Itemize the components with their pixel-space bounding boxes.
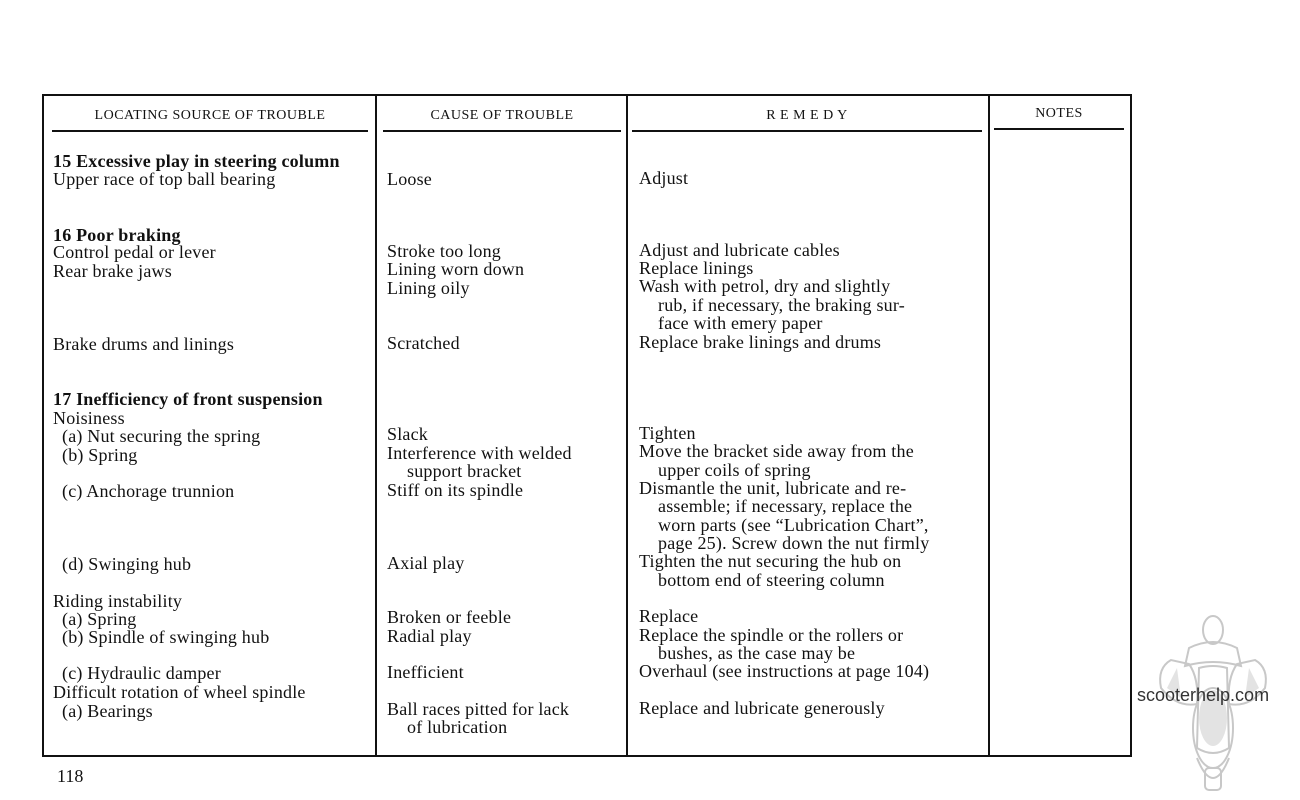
remedy-cell: Replace and lubricate generously — [639, 698, 885, 718]
remedy-cell: face with emery paper — [658, 313, 823, 333]
cause-cell: support bracket — [407, 461, 522, 481]
cause-cell: Slack — [387, 424, 428, 444]
cause-cell: Stiff on its spindle — [387, 480, 524, 500]
cause-cell: Interference with welded — [387, 443, 572, 463]
cause-cell: Lining worn down — [387, 259, 525, 279]
cause-cell: Ball races pitted for lack — [387, 699, 570, 719]
locating-cell: (b) Spindle of swinging hub — [62, 627, 270, 647]
locating-cell: Brake drums and linings — [53, 334, 235, 354]
watermark-text: scooterhelp.com — [1137, 685, 1270, 705]
cause-cell: Inefficient — [387, 662, 464, 682]
remedy-cell: bushes, as the case may be — [658, 643, 856, 663]
remedy-cell: Tighten — [639, 423, 696, 443]
cause-cell: Lining oily — [387, 278, 470, 298]
locating-cell: (b) Spring — [62, 445, 138, 465]
remedy-cell: rub, if necessary, the braking sur- — [658, 295, 905, 315]
remedy-cell: Replace — [639, 606, 699, 626]
cause-cell: Scratched — [387, 333, 460, 353]
cause-cell: Loose — [387, 169, 432, 189]
remedy-cell: assemble; if necessary, replace the — [658, 496, 913, 516]
column-divider — [626, 94, 628, 757]
locating-cell: (a) Spring — [62, 609, 137, 629]
header-cause: CAUSE OF TROUBLE — [430, 108, 574, 123]
locating-cell: (c) Anchorage trunnion — [62, 481, 235, 501]
locating-cell: Difficult rotation of wheel spindle — [53, 682, 306, 702]
locating-cell: (d) Swinging hub — [62, 554, 192, 574]
header-underline — [52, 130, 368, 132]
section-title: 16 Poor braking — [53, 225, 181, 245]
column-divider — [988, 94, 990, 757]
locating-cell: Rear brake jaws — [53, 261, 172, 281]
remedy-cell: Move the bracket side away from the — [639, 441, 914, 461]
column-divider — [375, 94, 377, 757]
locating-cell: (c) Hydraulic damper — [62, 663, 221, 683]
cause-cell: Stroke too long — [387, 241, 501, 261]
header-underline — [383, 130, 621, 132]
locating-cell: (a) Bearings — [62, 701, 153, 721]
header-underline — [632, 130, 982, 132]
remedy-cell: Replace brake linings and drums — [639, 332, 882, 352]
remedy-cell: Adjust and lubricate cables — [639, 240, 840, 260]
locating-cell: Upper race of top ball bearing — [53, 169, 276, 189]
remedy-cell: bottom end of steering column — [658, 570, 885, 590]
header-underline — [994, 128, 1124, 130]
cause-cell: of lubrication — [407, 717, 508, 737]
locating-cell: Riding instability — [53, 591, 183, 611]
cause-cell: Broken or feeble — [387, 607, 512, 627]
remedy-cell: page 25). Screw down the nut firmly — [658, 533, 930, 553]
remedy-cell: Overhaul (see instructions at page 104) — [639, 661, 930, 681]
locating-cell: (a) Nut securing the spring — [62, 426, 261, 446]
remedy-cell: Tighten the nut securing the hub on — [639, 551, 902, 571]
remedy-cell: upper coils of spring — [658, 460, 811, 480]
remedy-cell: Dismantle the unit, lubricate and re- — [639, 478, 907, 498]
remedy-cell: Replace the spindle or the rollers or — [639, 625, 904, 645]
cause-cell: Radial play — [387, 626, 472, 646]
remedy-cell: Wash with petrol, dry and slightly — [639, 276, 891, 296]
header-notes: NOTES — [1035, 106, 1083, 121]
page-number: 118 — [57, 766, 84, 786]
remedy-cell: Replace linings — [639, 258, 754, 278]
header-locating-source: LOCATING SOURCE OF TROUBLE — [94, 108, 326, 123]
section-title: 17 Inefficiency of front suspension — [53, 389, 323, 409]
header-remedy: R E M E D Y — [766, 108, 848, 123]
locating-cell: Noisiness — [53, 408, 125, 428]
cause-cell: Axial play — [387, 553, 465, 573]
locating-cell: Control pedal or lever — [53, 242, 216, 262]
remedy-cell: worn parts (see “Lubrication Chart”, — [658, 515, 929, 535]
section-title: 15 Excessive play in steering column — [53, 151, 340, 171]
remedy-cell: Adjust — [639, 168, 689, 188]
